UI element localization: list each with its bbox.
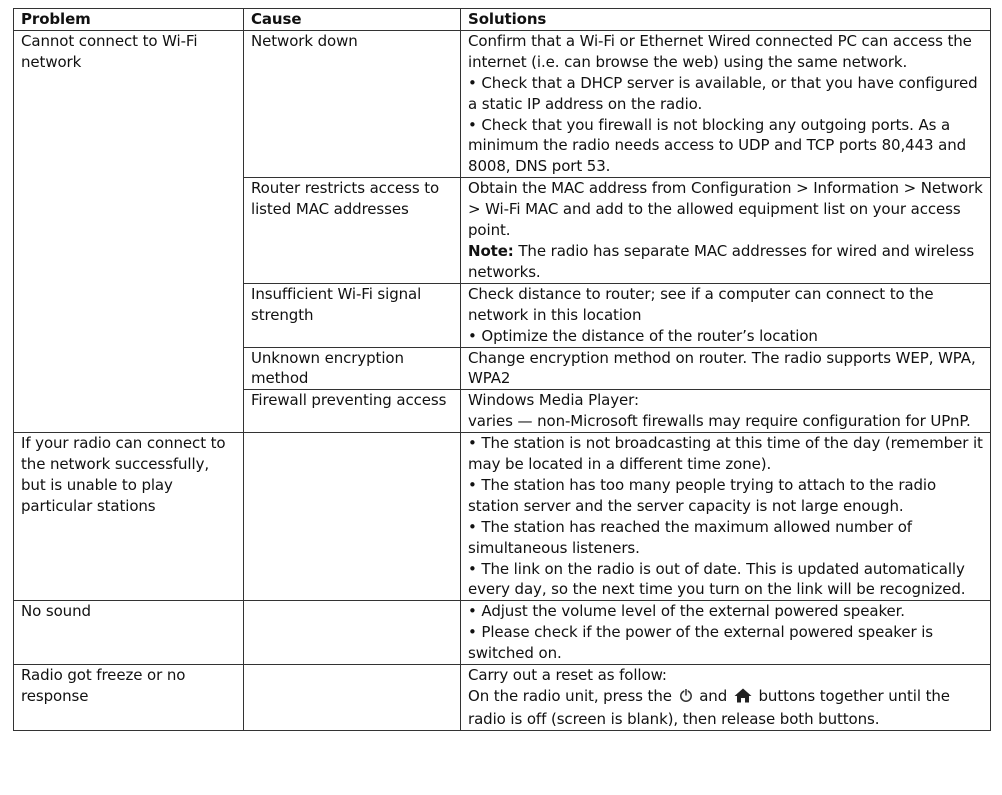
power-icon — [679, 688, 693, 709]
header-row — [14, 9, 991, 31]
problem-cell: No sound — [14, 601, 244, 665]
solution-text: On the radio unit, press the — [468, 687, 672, 705]
cause-cell — [244, 601, 461, 665]
solution-text: and — [699, 687, 728, 705]
solution-line: • Adjust the volume level of the external powered speaker. — [468, 602, 905, 621]
solution-cell — [461, 390, 991, 433]
solution-cell — [461, 601, 991, 665]
solution-line: Confirm that a Wi-Fi or Ethernet Wired connected PC can access the internet (i.e. can browse the web) using the same network. — [468, 31, 972, 71]
solution-cell — [461, 433, 991, 601]
solution-line: Change encryption method on router. The radio supports WEP, WPA, WPA2 — [468, 348, 976, 388]
header-problem: Problem — [14, 9, 244, 31]
solution-cell — [461, 665, 991, 731]
note-line — [468, 241, 984, 283]
solution-line: Obtain the MAC address from Configuration > Information > Network > Wi-Fi MAC and add to the allowed equipment list on your access point. — [468, 179, 983, 240]
cause-cell: Network down — [244, 30, 461, 177]
cause-cell — [244, 665, 461, 731]
cause-cell: Insufficient Wi-Fi signal strength — [244, 283, 461, 347]
problem-cell: If your radio can connect to the network successfully, but is unable to play particular stations — [14, 433, 244, 601]
table-row — [14, 665, 991, 731]
note-text: The radio has separate MAC addresses for wired and wireless networks. — [468, 241, 975, 281]
solution-cell — [461, 283, 991, 347]
note-label: Note: — [468, 241, 514, 260]
solution-line: Carry out a reset as follow: — [468, 666, 667, 685]
solution-line: Windows Media Player: — [468, 391, 639, 410]
solution-line: • The station has too many people trying to attach to the radio station server and the server capacity is not large enough. — [468, 475, 937, 515]
home-icon — [734, 688, 752, 709]
solution-line: varies — non-Microsoft firewalls may require configuration for UPnP. — [468, 412, 971, 431]
troubleshooting-table — [13, 8, 991, 731]
cause-cell: Unknown encryption method — [244, 347, 461, 390]
solution-cell — [461, 347, 991, 390]
problem-cell: Radio got freeze or no response — [14, 665, 244, 731]
solution-line: Check distance to router; see if a computer can connect to the network in this location — [468, 284, 934, 324]
solution-text: buttons together until the radio is off (screen is blank), then release both buttons. — [468, 687, 950, 728]
solution-line: • The station has reached the maximum allowed number of simultaneous listeners. — [468, 517, 912, 557]
solution-line: • Optimize the distance of the router’s location — [468, 326, 818, 345]
header-solutions: Solutions — [461, 9, 991, 31]
solution-line: • Check that you firewall is not blocking any outgoing ports. As a minimum the radio needs access to UDP and TCP ports 80,443 and 8008, DNS port 53. — [468, 115, 967, 176]
table-row — [14, 433, 991, 601]
cause-cell: Firewall preventing access — [244, 390, 461, 433]
solution-cell — [461, 178, 991, 284]
table-row — [14, 30, 991, 177]
solution-cell — [461, 30, 991, 177]
solution-line: • Check that a DHCP server is available, or that you have configured a static IP address on the radio. — [468, 73, 978, 113]
solution-line: • The station is not broadcasting at this time of the day (remember it may be located in a different time zone). — [468, 434, 983, 474]
solution-line: • The link on the radio is out of date. This is updated automatically every day, so the next time you turn on the link will be recognized. — [468, 559, 966, 599]
solution-line — [468, 686, 984, 730]
cause-cell: Router restricts access to listed MAC addresses — [244, 178, 461, 284]
header-cause: Cause — [244, 9, 461, 31]
cause-cell — [244, 433, 461, 601]
problem-cell: Cannot connect to Wi-Fi network — [14, 30, 244, 432]
table-row — [14, 601, 991, 665]
solution-line: • Please check if the power of the external powered speaker is switched on. — [468, 623, 933, 663]
